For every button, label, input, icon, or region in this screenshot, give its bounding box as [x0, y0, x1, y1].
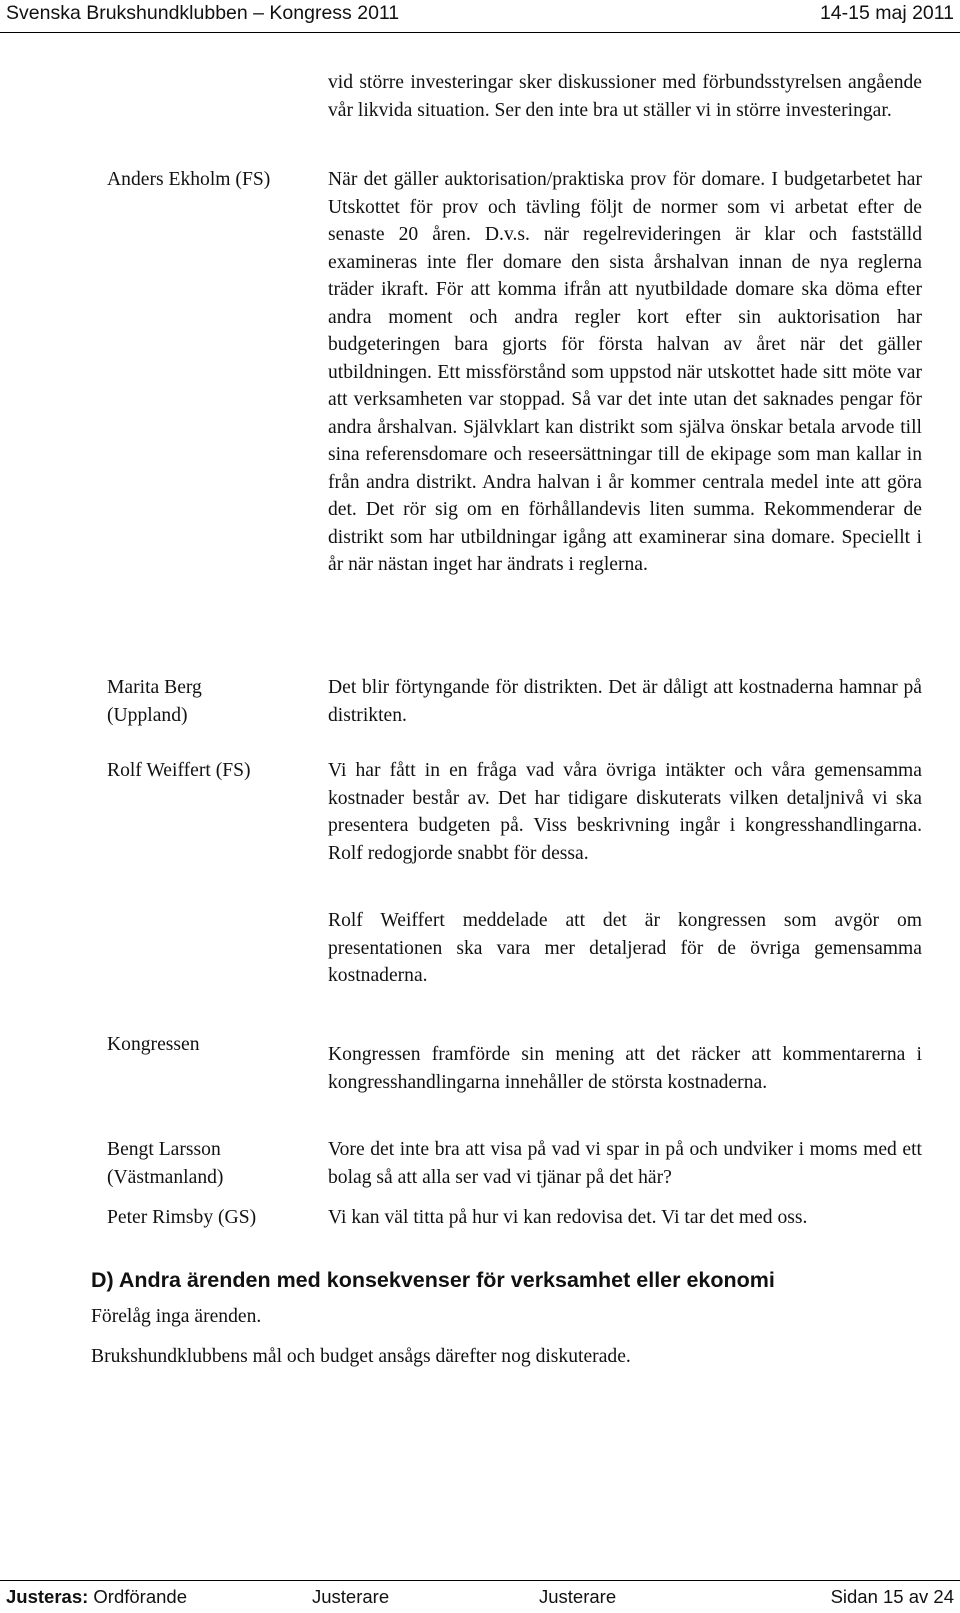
minutes-paragraph: Vi kan väl titta på hur vi kan redovisa det. Vi tar det med oss.: [328, 1207, 808, 1228]
minutes-paragraph: vid större investeringar sker diskussioner med förbundsstyrelsen angående vår likvida situation. Ser den inte bra ut ställer vi in större investeringar.: [328, 72, 922, 121]
speaker-name: Anders Ekholm (FS): [107, 169, 271, 190]
section-text: Brukshundklubbens mål och budget ansågs därefter nog diskuterade.: [91, 1346, 631, 1367]
speaker-name: Peter Rimsby (GS): [107, 1207, 257, 1228]
header-date: 14-15 maj 2011: [819, 2, 954, 24]
footer-divider: [0, 1580, 960, 1581]
minutes-paragraph: Vore det inte bra att visa på vad vi spar in på och undviker i moms med ett bolag så att alla ser vad vi tjänar på det här?: [328, 1139, 922, 1188]
footer-page-number: Sidan 15 av 24: [830, 1586, 954, 1607]
minutes-paragraph: Rolf Weiffert meddelade att det är kongressen som avgör om presentationen ska vara mer detaljerad för de övriga gemensamma kostnaderna.: [328, 910, 922, 986]
footer-ordforande: Ordförande: [93, 1586, 187, 1607]
header-divider: [0, 32, 960, 33]
footer-justeras-label: Justeras:: [6, 1586, 89, 1607]
footer-justerare-1: Justerare: [312, 1586, 390, 1607]
minutes-paragraph: Det blir förtyngande för distrikten. Det är dåligt att kostnaderna hamnar på distrikten.: [328, 677, 922, 726]
footer-signatures-left: [6, 1584, 187, 1610]
section-heading: D) Andra ärenden med konsekvenser för verksamhet eller ekonomi: [91, 1268, 775, 1292]
minutes-paragraph: När det gäller auktorisation/praktiska prov för domare. I budgetarbetet har Utskottet för prov och tävling följt de normer som vi arbetat efter de senaste 20 åren. D.v.s. när regelrevideringen är klar och fastställd examineras inte fler domare den sista årshalvan innan de nya reglerna träder ikraft. För att komma ifrån att nyutbildade domare ska döma efter andra moment och andra regler kort efter sin auktorisation har budgeteringen bara gjorts för första halvan av året när det gäller utbildningen. Ett missförstånd som uppstod när utskottet hade sitt möte var att verksamheten var stoppad. Så var det inte utan det saknades pengar för andra årshalvan. Självklart kan distrikt som själva önskar betala arvode till sina referensdomare och reseersättningar till de ekipage som man kallar in från andra distrikt. Andra halvan i år kommer centrala medel inte att göra det. Det rör sig om en förhållandevis liten summa. Rekommenderar de distrikt som har utbildningar igång att examinerar sina domare. Speciellt i år när nästan inget har ändrats i reglerna.: [328, 169, 922, 575]
speaker-name: Bengt Larsson (Västmanland): [107, 1139, 224, 1188]
page-footer: [6, 1584, 954, 1610]
speaker-name: Rolf Weiffert (FS): [107, 760, 251, 781]
minutes-paragraph: Kongressen framförde sin mening att det räcker att kommentarerna i kongresshandlingarna innehåller de största kostnaderna.: [328, 1044, 922, 1093]
speaker-name: Kongressen: [107, 1034, 200, 1055]
speaker-name: Marita Berg (Uppland): [107, 677, 202, 726]
section-text: Förelåg inga ärenden.: [91, 1306, 262, 1327]
header-title: Svenska Brukshundklubben – Kongress 2011: [6, 2, 400, 24]
page-header: [6, 0, 954, 30]
minutes-paragraph: Vi har fått in en fråga vad våra övriga intäkter och våra gemensamma kostnader består av. Det har tidigare diskuterats vilken detaljnivå vi ska presentera budgeten på. Viss beskrivning ingår i kongresshandlingarna. Rolf redogjorde snabbt för dessa.: [328, 760, 922, 864]
footer-justerare-2: Justerare: [539, 1586, 617, 1607]
